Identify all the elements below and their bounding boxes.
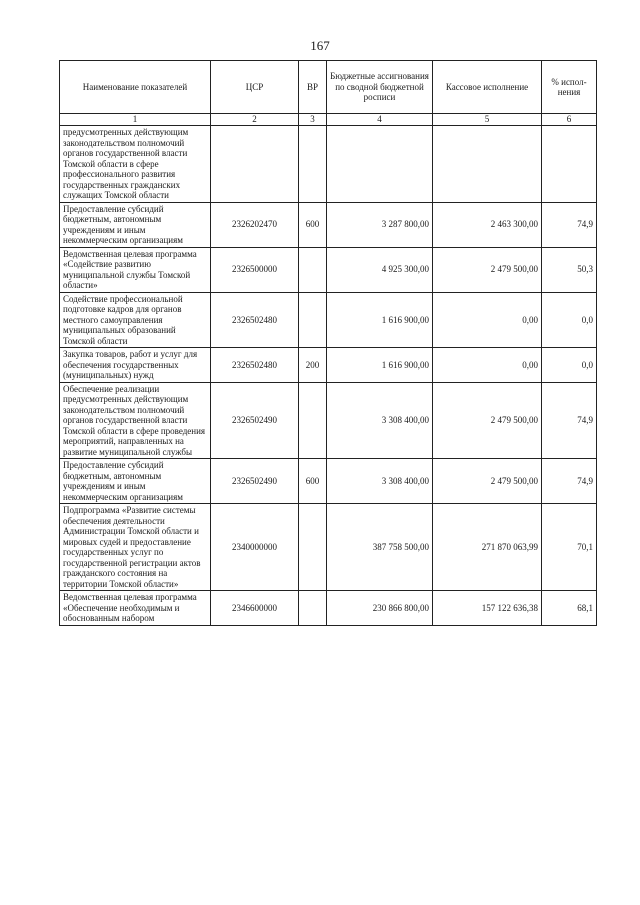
row-name: Закупка товаров, работ и услуг для обеспечения государственных (муниципальных) нужд bbox=[60, 348, 211, 383]
row-percent: 0,0 bbox=[542, 348, 597, 383]
header-percent: % испол-нения bbox=[542, 61, 597, 114]
row-execution: 2 463 300,00 bbox=[433, 202, 542, 247]
header-csr: ЦСР bbox=[211, 61, 299, 114]
row-assignments: 3 308 400,00 bbox=[327, 382, 433, 459]
row-execution: 2 479 500,00 bbox=[433, 247, 542, 292]
row-csr: 2326502490 bbox=[211, 382, 299, 459]
row-execution: 0,00 bbox=[433, 348, 542, 383]
header-vr: ВР bbox=[299, 61, 327, 114]
table-row bbox=[60, 292, 597, 348]
row-vr bbox=[299, 591, 327, 626]
row-csr bbox=[211, 126, 299, 203]
row-vr: 600 bbox=[299, 459, 327, 504]
row-percent: 74,9 bbox=[542, 459, 597, 504]
row-vr bbox=[299, 247, 327, 292]
table-row bbox=[60, 382, 597, 459]
column-number: 2 bbox=[211, 114, 299, 126]
row-percent: 74,9 bbox=[542, 382, 597, 459]
row-execution: 2 479 500,00 bbox=[433, 459, 542, 504]
page-number: 167 bbox=[310, 38, 330, 53]
row-name: Предоставление субсидий бюджетным, автономным учреждениям и иным некоммерческим организациям bbox=[60, 202, 211, 247]
column-number: 3 bbox=[299, 114, 327, 126]
table-row bbox=[60, 126, 597, 203]
table-row bbox=[60, 591, 597, 626]
row-vr bbox=[299, 292, 327, 348]
header-row bbox=[60, 61, 597, 114]
row-assignments: 230 866 800,00 bbox=[327, 591, 433, 626]
row-name: Содействие профессиональной подготовке кадров для органов местного самоуправления муниципальных образований Томской области bbox=[60, 292, 211, 348]
row-assignments: 3 287 800,00 bbox=[327, 202, 433, 247]
row-execution bbox=[433, 126, 542, 203]
row-name: Подпрограмма «Развитие системы обеспечения деятельности Администрации Томской области и мировых судей и предоставление государственных услуг по государственной регистрации актов гражданского состояния на территории Томской области» bbox=[60, 504, 211, 591]
row-name: Предоставление субсидий бюджетным, автономным учреждениям и иным некоммерческим организациям bbox=[60, 459, 211, 504]
budget-table bbox=[59, 60, 597, 626]
header-execution: Кассовое исполнение bbox=[433, 61, 542, 114]
row-csr: 2326502480 bbox=[211, 348, 299, 383]
row-vr bbox=[299, 382, 327, 459]
row-execution: 0,00 bbox=[433, 292, 542, 348]
column-number: 4 bbox=[327, 114, 433, 126]
row-name: Ведомственная целевая программа «Обеспечение необходимым и обоснованным набором bbox=[60, 591, 211, 626]
row-execution: 271 870 063,99 bbox=[433, 504, 542, 591]
header-assignments: Бюджетные ассигнования по сводной бюджетной росписи bbox=[327, 61, 433, 114]
column-number: 1 bbox=[60, 114, 211, 126]
row-name: Обеспечение реализации предусмотренных действующим законодательством полномочий органов государственной власти Томской области в сфере проведения мероприятий, направленных на развитие муниципальной службы bbox=[60, 382, 211, 459]
row-assignments: 387 758 500,00 bbox=[327, 504, 433, 591]
row-percent: 70,1 bbox=[542, 504, 597, 591]
row-name: предусмотренных действующим законодательством полномочий органов государственной власти Томской области в сфере профессионального развития государственных гражданских служащих Томской области bbox=[60, 126, 211, 203]
row-assignments: 4 925 300,00 bbox=[327, 247, 433, 292]
row-name: Ведомственная целевая программа «Содействие развитию муниципальной службы Томской области» bbox=[60, 247, 211, 292]
row-vr: 600 bbox=[299, 202, 327, 247]
row-percent: 50,3 bbox=[542, 247, 597, 292]
column-number: 6 bbox=[542, 114, 597, 126]
table-row bbox=[60, 504, 597, 591]
row-csr: 2326500000 bbox=[211, 247, 299, 292]
table-row bbox=[60, 348, 597, 383]
table-row bbox=[60, 247, 597, 292]
row-vr bbox=[299, 126, 327, 203]
column-number: 5 bbox=[433, 114, 542, 126]
row-vr: 200 bbox=[299, 348, 327, 383]
table-row bbox=[60, 459, 597, 504]
row-vr bbox=[299, 504, 327, 591]
row-execution: 157 122 636,38 bbox=[433, 591, 542, 626]
row-percent: 74,9 bbox=[542, 202, 597, 247]
row-execution: 2 479 500,00 bbox=[433, 382, 542, 459]
column-number-row bbox=[60, 114, 597, 126]
row-csr: 2326502480 bbox=[211, 292, 299, 348]
header-name: Наименование показателей bbox=[60, 61, 211, 114]
row-assignments bbox=[327, 126, 433, 203]
row-csr: 2326202470 bbox=[211, 202, 299, 247]
table-row bbox=[60, 202, 597, 247]
row-percent bbox=[542, 126, 597, 203]
row-csr: 2340000000 bbox=[211, 504, 299, 591]
row-csr: 2346600000 bbox=[211, 591, 299, 626]
row-assignments: 3 308 400,00 bbox=[327, 459, 433, 504]
row-percent: 68,1 bbox=[542, 591, 597, 626]
row-assignments: 1 616 900,00 bbox=[327, 348, 433, 383]
row-percent: 0,0 bbox=[542, 292, 597, 348]
row-csr: 2326502490 bbox=[211, 459, 299, 504]
row-assignments: 1 616 900,00 bbox=[327, 292, 433, 348]
